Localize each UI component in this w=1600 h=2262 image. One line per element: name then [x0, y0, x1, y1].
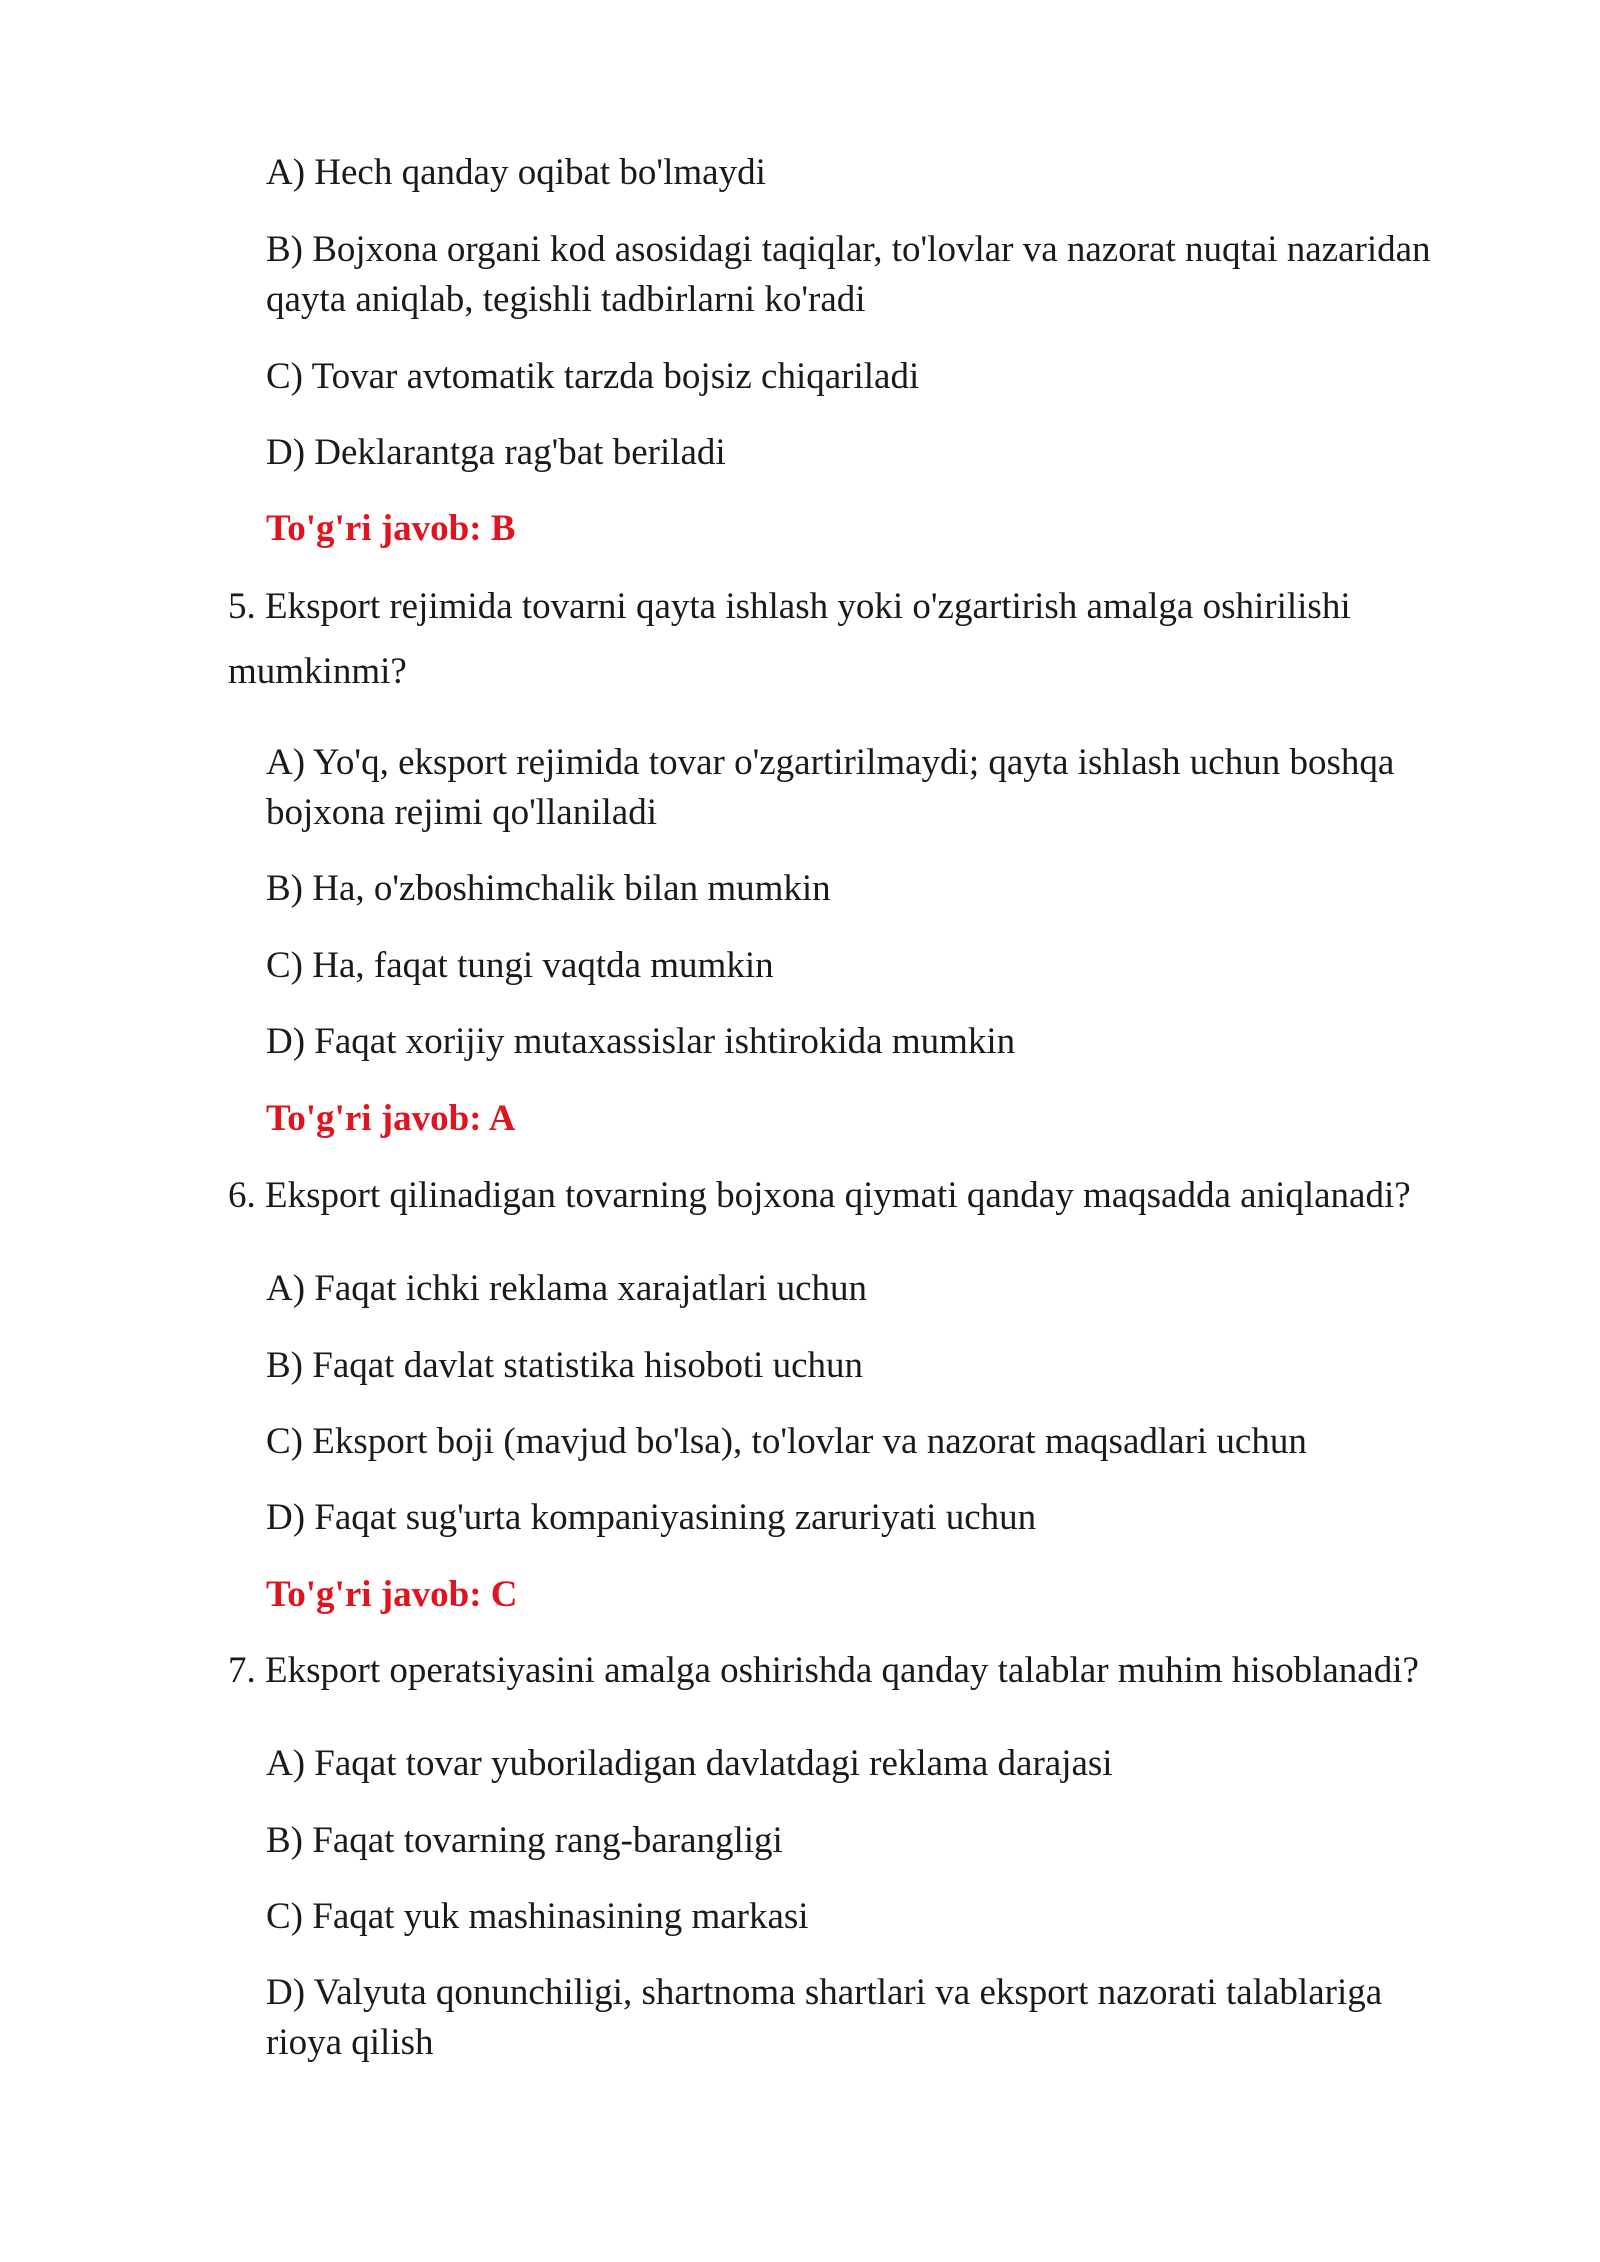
q4-option-d: D) Deklarantga rag'bat beriladi — [266, 432, 726, 473]
q5-option-a: A) Yo'q, eksport rejimida tovar o'zgartirilmaydi; qayta ishlash uchun boshqa bojxona rejimi qo'llaniladi — [266, 742, 1395, 833]
q5-correct-answer — [266, 1094, 515, 1144]
q6-correct-answer — [266, 1570, 518, 1620]
q7-option-d: D) Valyuta qonunchiligi, shartnoma shartlari va eksport nazorati talablariga rioya qilish — [266, 1972, 1383, 2063]
q7-option-a: A) Faqat tovar yuboriladigan davlatdagi reklama darajasi — [266, 1743, 1113, 1784]
q4-correct-answer — [266, 504, 515, 554]
q7-option-b: B) Faqat tovarning rang-barangligi — [266, 1820, 783, 1861]
q5-option-b: B) Ha, o'zboshimchalik bilan mumkin — [266, 868, 831, 909]
q6-option-d: D) Faqat sug'urta kompaniyasining zaruriyati uchun — [266, 1497, 1037, 1538]
answer-label: To'g'ri javob: — [266, 508, 482, 549]
q4-option-a: A) Hech qanday oqibat bo'lmaydi — [266, 152, 766, 193]
answer-label: To'g'ri javob: — [266, 1574, 482, 1615]
q5-option-c: C) Ha, faqat tungi vaqtda mumkin — [266, 945, 774, 986]
answer-value: C — [490, 1574, 518, 1615]
q6-question: 6. Eksport qilinadigan tovarning bojxona qiymati qanday maqsadda aniqlanadi? — [228, 1175, 1411, 1216]
q4-option-b: B) Bojxona organi kod asosidagi taqiqlar, to'lovlar va nazorat nuqtai nazaridan qayta aniqlab, tegishli tadbirlarni ko'radi — [266, 229, 1431, 320]
q7-question: 7. Eksport operatsiyasini amalga oshirishda qanday talablar muhim hisoblanadi? — [228, 1650, 1419, 1691]
q6-option-a: A) Faqat ichki reklama xarajatlari uchun — [266, 1268, 867, 1309]
q6-option-c: C) Eksport boji (mavjud bo'lsa), to'lovlar va nazorat maqsadlari uchun — [266, 1421, 1307, 1462]
q6-option-b: B) Faqat davlat statistika hisoboti uchun — [266, 1345, 864, 1386]
q5-option-d: D) Faqat xorijiy mutaxassislar ishtirokida mumkin — [266, 1021, 1016, 1062]
q5-question: 5. Eksport rejimida tovarni qayta ishlash yoki o'zgartirish amalga oshirilishi mumkinmi? — [228, 586, 1351, 692]
q7-option-c: C) Faqat yuk mashinasining markasi — [266, 1896, 809, 1937]
answer-value: B — [490, 508, 516, 549]
answer-value: A — [488, 1098, 516, 1139]
q4-option-c: C) Tovar avtomatik tarzda bojsiz chiqariladi — [266, 356, 920, 397]
answer-label: To'g'ri javob: — [266, 1098, 482, 1139]
